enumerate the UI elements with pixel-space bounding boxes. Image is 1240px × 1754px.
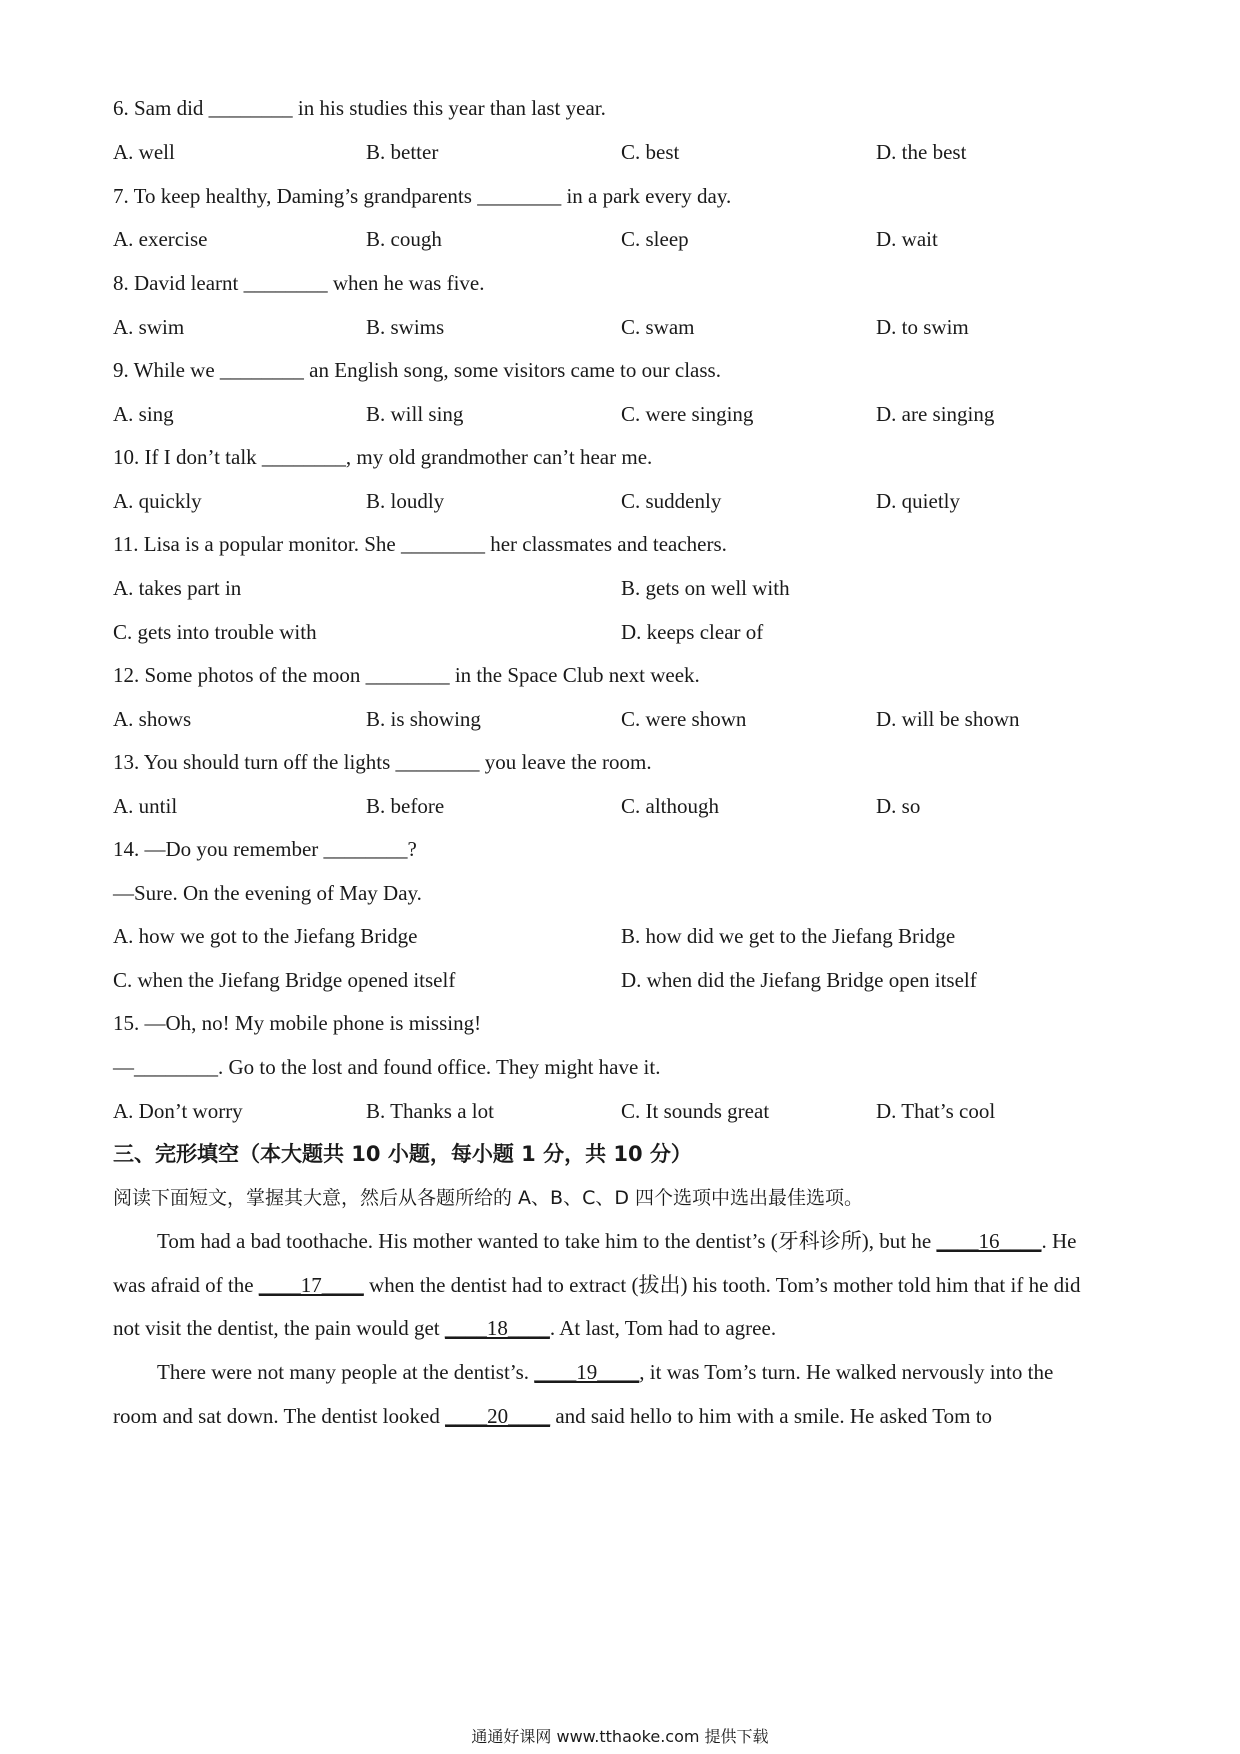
question-6-option-d: D. the best [876,140,967,164]
question-15-reply: —________. Go to the lost and found office. They might have it. [113,1055,661,1079]
passage-text: There were not many people at the dentist’s. [157,1360,535,1384]
question-10-option-a: A. quickly [113,489,202,513]
question-15-option-d: D. That’s cool [876,1099,996,1123]
question-13-stem: 13. You should turn off the lights ________ you leave the room. [113,750,652,774]
question-14-option-d: D. when did the Jiefang Bridge open itself [621,968,977,992]
question-10-option-d: D. quietly [876,489,960,513]
question-10-option-b: B. loudly [366,489,445,513]
section-3-instruction: 阅读下面短文，掌握其大意，然后从各题所给的 A、B、C、D 四个选项中选出最佳选项。 [113,1187,864,1209]
question-11-option-d: D. keeps clear of [621,620,764,644]
passage-line-3 [113,1314,776,1342]
question-14-stem: 14. —Do you remember ________? [113,837,417,861]
question-13-option-d: D. so [876,794,921,818]
question-7-option-b: B. cough [366,227,442,251]
question-10-stem: 10. If I don’t talk ________, my old grandmother can’t hear me. [113,445,653,469]
passage-line-2 [113,1271,1080,1299]
question-12-option-b: B. is showing [366,707,481,731]
passage-text: , it was Tom’s turn. He walked nervously into the [639,1360,1054,1384]
question-6-option-b: B. better [366,140,439,164]
question-7-option-d: D. wait [876,227,938,251]
passage-line-4 [157,1358,1053,1386]
question-14-option-a: A. how we got to the Jiefang Bridge [113,924,418,948]
passage-line-5 [113,1402,992,1430]
question-14-reply: —Sure. On the evening of May Day. [113,881,422,905]
question-12-stem: 12. Some photos of the moon ________ in the Space Club next week. [113,663,700,687]
question-15-option-c: C. It sounds great [621,1099,770,1123]
question-9-option-c: C. were singing [621,402,754,426]
blank-17: ____17____ [258,1273,364,1297]
question-11-stem: 11. Lisa is a popular monitor. She ________ her classmates and teachers. [113,532,727,556]
passage-text: . At last, Tom had to agree. [549,1316,777,1340]
question-13-option-b: B. before [366,794,445,818]
passage-text: when the dentist had to extract (拔出) his tooth. Tom’s mother told him that if he did [363,1273,1081,1297]
question-9-option-b: B. will sing [366,402,464,426]
blank-18: ____18____ [444,1316,550,1340]
question-14-option-b: B. how did we get to the Jiefang Bridge [621,924,956,948]
passage-line-1 [157,1227,1076,1255]
passage-text: was afraid of the [113,1273,259,1297]
question-15-option-b: B. Thanks a lot [366,1099,494,1123]
blank-19: ____19____ [534,1360,640,1384]
passage-text: not visit the dentist, the pain would get [113,1316,445,1340]
question-12-option-d: D. will be shown [876,707,1020,731]
blank-16: ____16____ [936,1229,1042,1253]
question-11-option-b: B. gets on well with [621,576,790,600]
question-9-option-a: A. sing [113,402,174,426]
question-8-option-d: D. to swim [876,315,969,339]
passage-text: Tom had a bad toothache. His mother wanted to take him to the dentist’s (牙科诊所), but he [157,1229,937,1253]
question-11-option-c: C. gets into trouble with [113,620,317,644]
question-8-option-a: A. swim [113,315,185,339]
question-12-option-c: C. were shown [621,707,747,731]
question-15-option-a: A. Don’t worry [113,1099,243,1123]
question-6-option-a: A. well [113,140,175,164]
question-12-option-a: A. shows [113,707,192,731]
question-13-option-a: A. until [113,794,178,818]
question-9-stem: 9. While we ________ an English song, some visitors came to our class. [113,358,721,382]
passage-text: room and sat down. The dentist looked [113,1404,446,1428]
passage-text: and said hello to him with a smile. He asked Tom to [550,1404,993,1428]
question-9-option-d: D. are singing [876,402,995,426]
question-7-option-c: C. sleep [621,227,689,251]
question-11-option-a: A. takes part in [113,576,242,600]
passage-text: . He [1041,1229,1077,1253]
question-8-option-c: C. swam [621,315,695,339]
question-7-stem: 7. To keep healthy, Daming’s grandparents ________ in a park every day. [113,184,732,208]
question-7-option-a: A. exercise [113,227,208,251]
question-8-stem: 8. David learnt ________ when he was five. [113,271,485,295]
question-15-stem: 15. —Oh, no! My mobile phone is missing! [113,1011,482,1035]
question-8-option-b: B. swims [366,315,445,339]
question-14-option-c: C. when the Jiefang Bridge opened itself [113,968,456,992]
footer-text: 通通好课网 www.tthaoke.com 提供下载 [471,1727,769,1746]
question-10-option-c: C. suddenly [621,489,722,513]
question-13-option-c: C. although [621,794,719,818]
section-3-title: 三、完形填空（本大题共 10 小题，每小题 1 分，共 10 分） [113,1142,692,1166]
question-6-stem: 6. Sam did ________ in his studies this year than last year. [113,96,606,120]
question-6-option-c: C. best [621,140,680,164]
blank-20: ____20____ [445,1404,551,1428]
